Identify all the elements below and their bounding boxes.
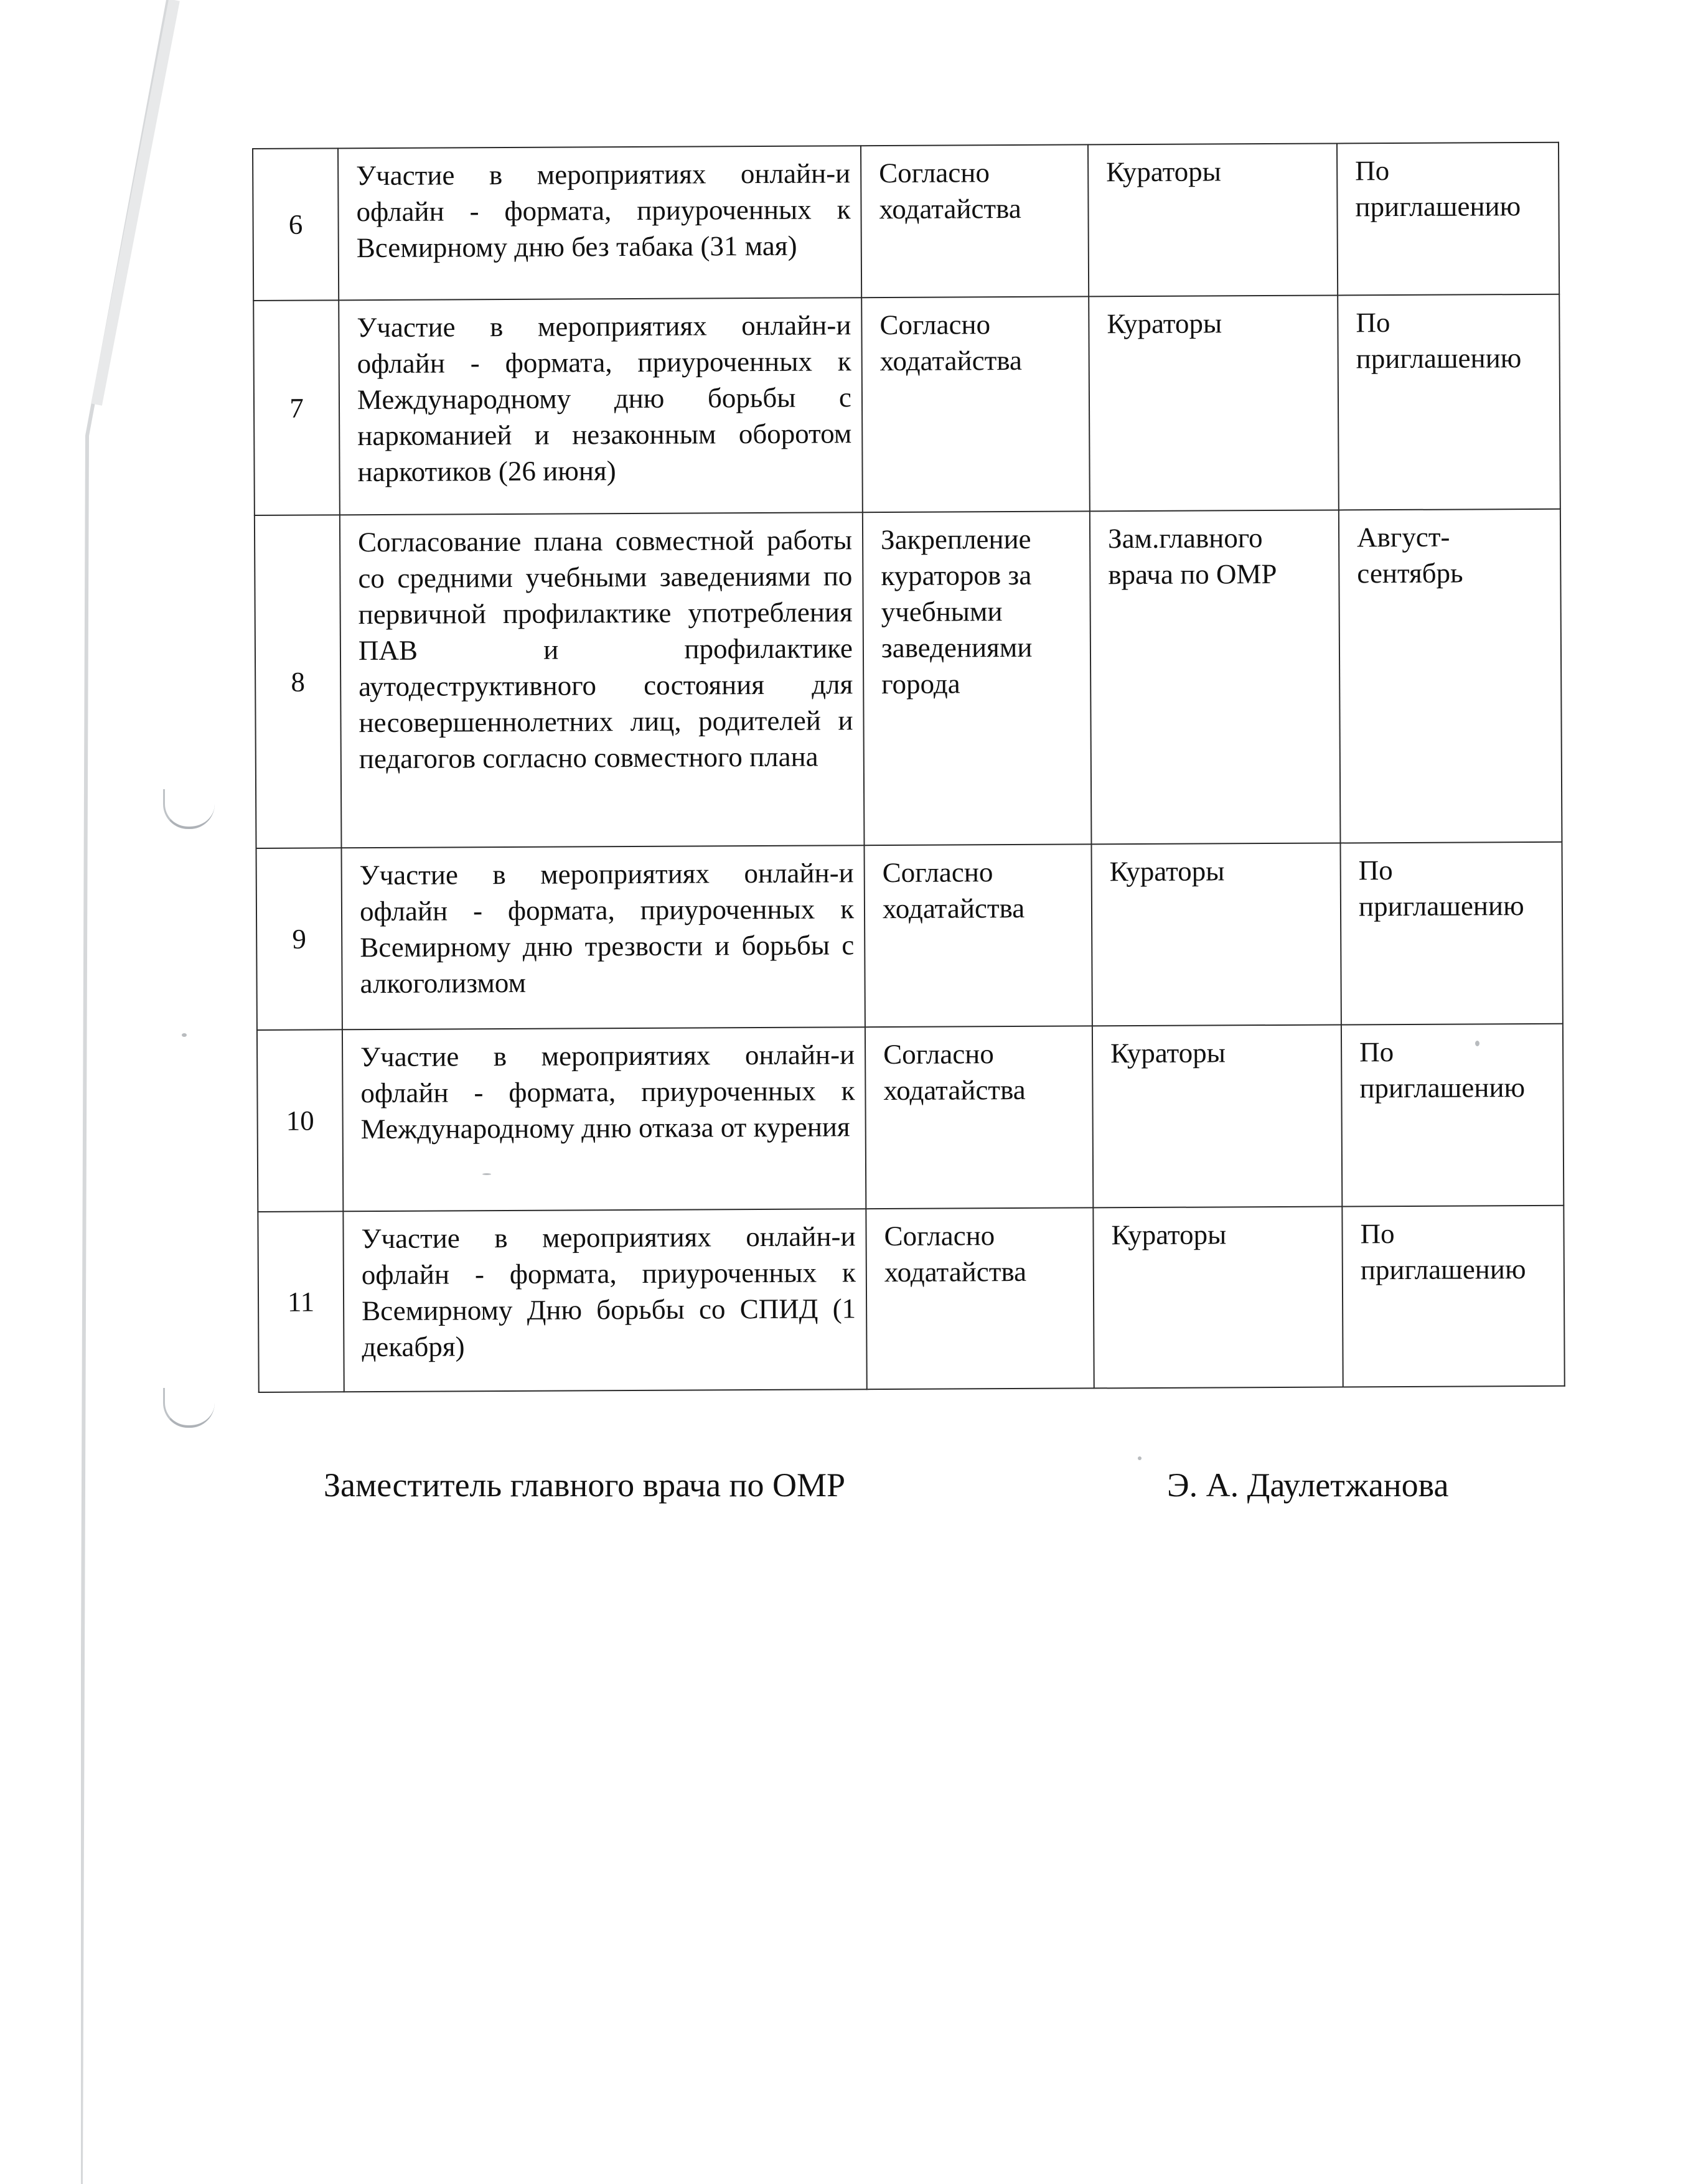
activity-responsible: Кураторы bbox=[1089, 295, 1339, 511]
activity-term: По приглашению bbox=[1341, 1024, 1564, 1207]
table-row bbox=[258, 1206, 1564, 1392]
row-number: 6 bbox=[253, 148, 339, 301]
scan-edge-shadow bbox=[81, 0, 193, 2184]
activity-basis: Согласно ходатайства bbox=[861, 296, 1090, 512]
activity-basis: Согласно ходатайства bbox=[865, 1026, 1093, 1209]
table-row bbox=[253, 294, 1560, 515]
signatory-position: Заместитель главного врача по ОМР bbox=[324, 1466, 846, 1504]
table-row bbox=[257, 1024, 1564, 1212]
activity-responsible: Зам.главного врача по ОМР bbox=[1090, 510, 1341, 844]
activity-term: По приглашению bbox=[1338, 294, 1560, 510]
activity-description: Участие в мероприятиях онлайн-и офлайн - формата, приуроченных к Всемирному Дню борьбы со СПИД (1 декабря) bbox=[343, 1209, 866, 1392]
activity-responsible: Кураторы bbox=[1088, 143, 1338, 296]
activity-plan-table bbox=[252, 142, 1565, 1393]
punch-hole-top bbox=[163, 789, 215, 829]
activity-term: По приглашению bbox=[1337, 143, 1559, 296]
dust-speck bbox=[1138, 1456, 1142, 1460]
table-row bbox=[253, 143, 1559, 301]
row-number: 11 bbox=[258, 1211, 344, 1392]
activity-responsible: Кураторы bbox=[1091, 843, 1341, 1026]
table-row bbox=[256, 842, 1562, 1030]
dust-speck bbox=[182, 1033, 187, 1037]
row-number: 9 bbox=[256, 848, 342, 1030]
signatory-name: Э. А. Даулетжанова bbox=[1167, 1466, 1449, 1504]
activity-term: По приглашению bbox=[1342, 1206, 1564, 1387]
table-row bbox=[255, 509, 1562, 848]
activity-basis: Закрепление кураторов за учебными заведениями города bbox=[863, 511, 1092, 845]
activity-basis: Согласно ходатайства bbox=[864, 844, 1092, 1027]
activity-description: Участие в мероприятиях онлайн-и офлайн - формата, приуроченных к Международному дню отказа от курения bbox=[342, 1027, 866, 1211]
activity-description: Участие в мероприятиях онлайн-и офлайн - формата, приуроченных к Всемирному дню трезвости и борьбы с алкоголизмом bbox=[341, 845, 865, 1029]
row-number: 7 bbox=[253, 300, 340, 515]
activity-basis: Согласно ходатайства bbox=[866, 1207, 1094, 1389]
activity-responsible: Кураторы bbox=[1093, 1206, 1343, 1388]
activity-description: Участие в мероприятиях онлайн-и офлайн - формата, приуроченных к Международному дню борьбы с наркоманией и незаконным оборотом наркотиков (26 июня) bbox=[339, 298, 863, 515]
activity-description: Участие в мероприятиях онлайн-и офлайн - формата, приуроченных к Всемирному дню без табака (31 мая) bbox=[338, 146, 861, 300]
row-number: 8 bbox=[255, 515, 342, 848]
activity-term: По приглашению bbox=[1340, 842, 1562, 1025]
row-number: 10 bbox=[257, 1029, 343, 1212]
activity-term: Август-сентябрь bbox=[1339, 509, 1562, 843]
activity-responsible: Кураторы bbox=[1092, 1024, 1342, 1207]
activity-description: Согласование плана совместной работы со средними учебными заведениями по первичной профилактике употребления ПАВ и профилактике аутодеструктивного состояния для несовершеннолетних лиц, родителей и педагогов согласно совместного плана bbox=[340, 512, 865, 848]
activity-basis: Согласно ходатайства bbox=[861, 144, 1089, 298]
punch-hole-bottom bbox=[163, 1388, 215, 1428]
